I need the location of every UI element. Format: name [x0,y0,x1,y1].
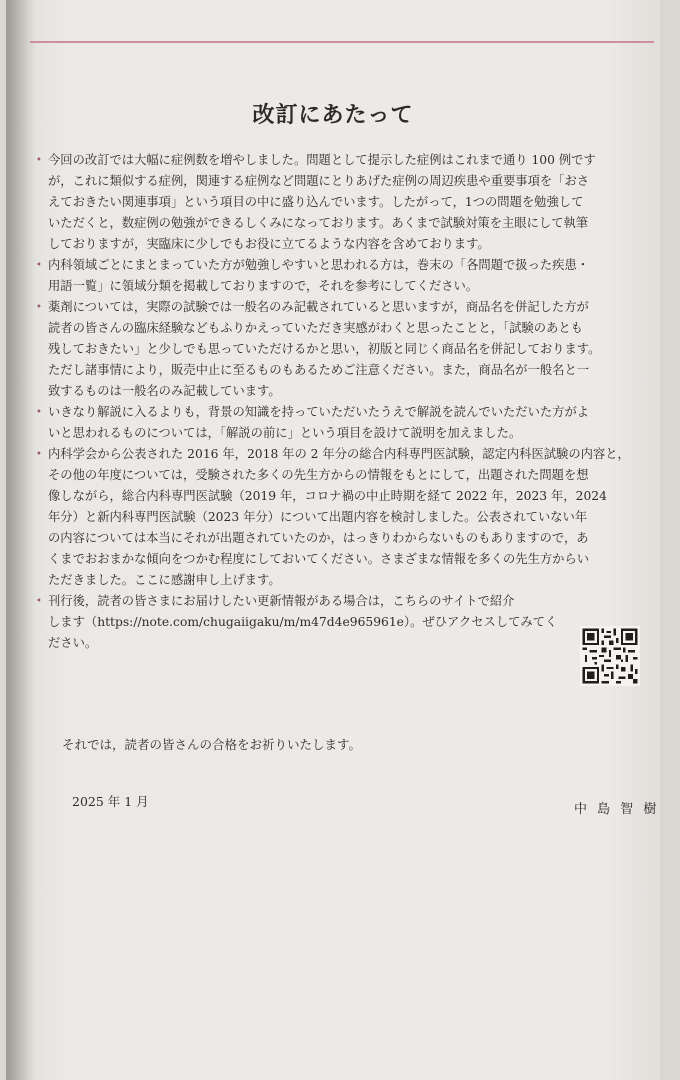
text-line: が，これに類似する症例，関連する症例など問題にとりあげた症例の周辺疾患や重要事項を「おさ [48,174,590,188]
author-name: 中 島 智 樹 [574,802,660,817]
text-line: の内容については本当にそれが出題されていたのか，はっきりわからないものもありますので，あ [48,531,589,545]
qr-code-icon[interactable] [580,626,640,686]
page-gutter-shadow [6,0,36,1080]
text-line: ただきました。ここに感謝申し上げます。 [48,573,281,587]
text-line: 今回の改訂では大幅に症例数を増やしました。問題として提示した症例はこれまで通り 100 例です [48,153,596,167]
closing-remark: それでは，読者の皆さんの合格をお祈りいたします。 [62,737,362,752]
page-title: 改訂にあたって [252,103,414,128]
text-line: 内科領域ごとにまとまっていた方が勉強しやすいと思われる方は，巻末の「各問題で扱った疾患・ [48,258,590,272]
paragraph [36,591,648,654]
text-line: 用語一覧」に領域分類を掲載しておりますので，それを参考にしてください。 [48,279,479,293]
bullet-icon: • [36,449,42,460]
bullet-icon: • [36,302,42,313]
text-line: 残しておきたい」と少しでも思っていただけるかと思い，初版と同じく商品名を併記しております。 [48,342,601,356]
paragraph [36,297,648,402]
date: 2025 年 1 月 [72,794,149,809]
text-line: 読者の皆さんの臨床経験などもふりかえっていただき実感がわくと思ったことと，「試験のあとも [48,321,583,335]
text-line: しておりますが，実臨床に少しでもお役に立てるような内容を含めております。 [48,237,490,251]
bullet-icon: • [36,155,42,166]
bullet-icon: • [36,260,42,271]
text-line: くまでおおまかな傾向をつかむ程度にしておいてください。さまざまな情報を多くの先生方からい [48,552,590,566]
text-line: 薬剤については，実際の試験では一般名のみ記載されていると思いますが，商品名を併記した方が [48,300,589,314]
text-line: えておきたい関連事項」という項目の中に盛り込んでいます。したがって，1つの問題を勉強して [48,195,584,209]
paragraph [36,444,648,591]
text-line: 像しながら，総合内科専門医試験（2019 年，コロナ禍の中止時期を経て 2022 年，2023 年，2024 [48,489,607,503]
body-text [36,150,648,654]
bullet-icon: • [36,407,42,418]
text-line: いきなり解説に入るよりも，背景の知識を持っていただいたうえで解説を読んでいただいた方がよ [48,405,590,419]
text-line: ただし諸事情により，販売中止に至るものもあるためご注意ください。また，商品名が一般名と一 [48,363,590,377]
document-page [6,0,660,1080]
text-line: 刊行後，読者の皆さまにお届けしたい更新情報がある場合は，こちらのサイトで紹介 [48,594,515,608]
bullet-icon: • [36,596,42,607]
text-line: 致するものは一般名のみ記載しています。 [48,384,281,398]
text-line: ださい。 [48,636,98,650]
paragraph [36,255,648,297]
header-rule [30,41,654,43]
update-url-line[interactable]: します（https://note.com/chugaiigaku/m/m47d4e965961e）。ぜひアクセスしてみてく [48,615,558,629]
text-line: いと思われるものについては，「解説の前に」という項目を設けて説明を加えました。 [48,426,522,440]
text-line: いただくと，数症例の勉強ができるしくみになっております。あくまで試験対策を主眼にして執筆 [48,216,589,230]
paragraph [36,150,648,255]
text-line: 年分）と新内科専門医試験（2023 年分）について出題内容を検討しました。公表されていない年 [48,510,588,524]
text-line: その他の年度については，受験された多くの先生方からの情報をもとにして，出題された問題を想 [48,468,589,482]
paragraph [36,402,648,444]
text-line: 内科学会から公表された 2016 年，2018 年の 2 年分の総合内科専門医試験，認定内科医試験の内容と， [48,447,630,461]
